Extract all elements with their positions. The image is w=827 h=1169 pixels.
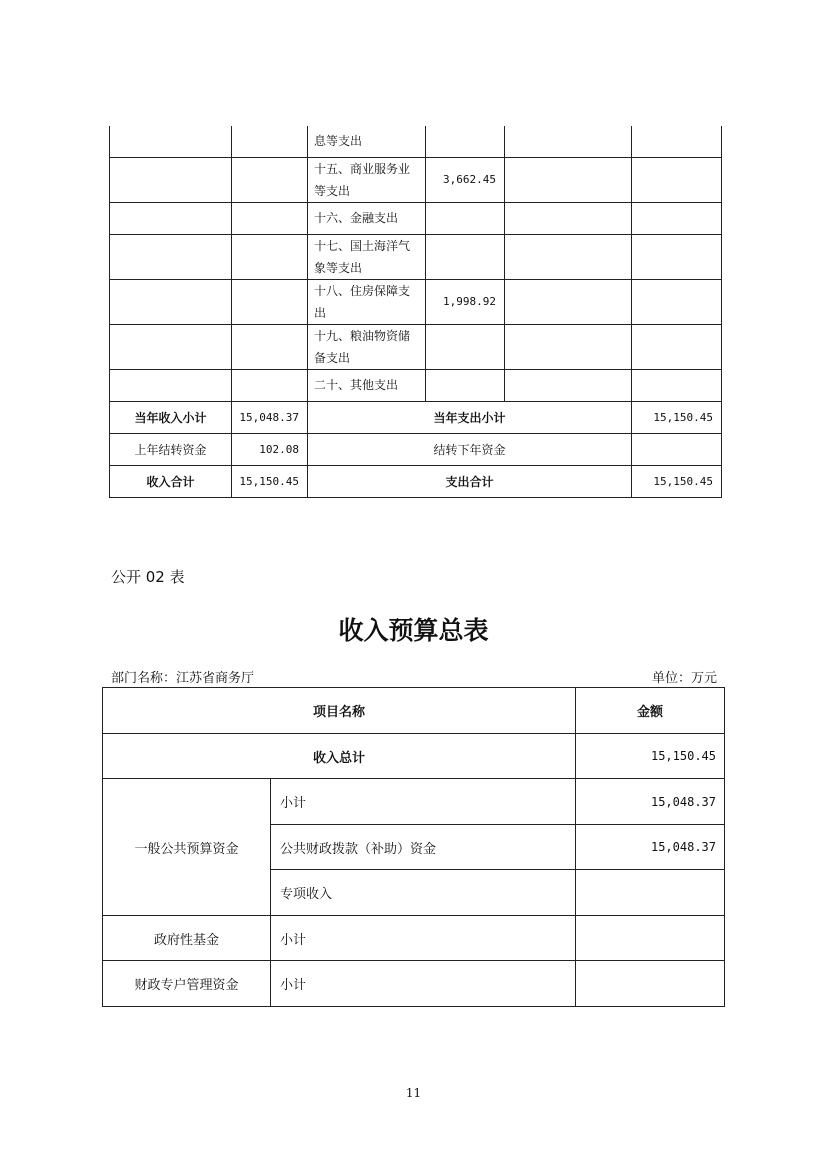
row-amount: 15,048.37 <box>576 825 725 870</box>
income-total-label: 收入合计 <box>110 465 232 497</box>
row-amount <box>576 916 725 961</box>
special-account-label: 财政专户管理资金 <box>103 961 271 1007</box>
header-item-name: 项目名称 <box>103 688 576 734</box>
carry-next-label: 结转下年资金 <box>308 433 632 465</box>
row-item-name: 小计 <box>271 779 576 825</box>
table-row <box>103 916 725 961</box>
table-row <box>103 734 725 779</box>
row-item-name: 公共财政拨款（补助）资金 <box>271 825 576 870</box>
page-number: 11 <box>405 1086 422 1100</box>
page-title: 收入预算总表 <box>338 616 489 645</box>
expense-item-amount: 1,998.92 <box>426 279 505 324</box>
table-code: 公开 02 表 <box>111 568 185 586</box>
expense-item-label: 息等支出 <box>308 126 426 157</box>
table-row <box>110 324 722 369</box>
expense-subtotal-label: 当年支出小计 <box>308 401 632 433</box>
expense-item-label: 二十、其他支出 <box>308 369 426 401</box>
row-item-name: 小计 <box>271 961 576 1007</box>
carryover-label: 上年结转资金 <box>110 433 232 465</box>
table-row <box>110 157 722 202</box>
table-row <box>110 279 722 324</box>
expense-continuation-table <box>109 126 722 498</box>
expense-item-label: 十八、住房保障支出 <box>308 279 426 324</box>
row-amount: 15,048.37 <box>576 779 725 825</box>
expense-item-amount <box>426 324 505 369</box>
unit-label: 单位：万元 <box>651 671 717 686</box>
row-amount <box>576 961 725 1007</box>
expense-subtotal-value: 15,150.45 <box>632 401 722 433</box>
expense-item-amount <box>426 126 505 157</box>
income-subtotal-value: 15,048.37 <box>232 401 308 433</box>
expense-item-amount: 3,662.45 <box>426 157 505 202</box>
expense-item-amount <box>426 234 505 279</box>
row-item-name: 小计 <box>271 916 576 961</box>
income-total-label: 收入总计 <box>103 734 576 779</box>
table-row <box>110 433 722 465</box>
header-amount: 金额 <box>576 688 725 734</box>
expense-item-label: 十六、金融支出 <box>308 202 426 234</box>
income-total-value: 15,150.45 <box>576 734 725 779</box>
expense-item-amount <box>426 202 505 234</box>
table-row <box>110 369 722 401</box>
table-row <box>110 202 722 234</box>
expense-item-label: 十七、国土海洋气象等支出 <box>308 234 426 279</box>
table-row <box>110 465 722 497</box>
table-header-row <box>103 688 725 734</box>
expense-total-value: 15,150.45 <box>632 465 722 497</box>
table-row <box>110 234 722 279</box>
table-row <box>110 401 722 433</box>
income-total-value: 15,150.45 <box>232 465 308 497</box>
government-fund-label: 政府性基金 <box>103 916 271 961</box>
expense-item-label: 十五、商业服务业等支出 <box>308 157 426 202</box>
table-row <box>103 779 725 825</box>
table-row <box>110 126 722 157</box>
general-budget-label: 一般公共预算资金 <box>103 779 271 916</box>
income-subtotal-label: 当年收入小计 <box>110 401 232 433</box>
expense-total-label: 支出合计 <box>308 465 632 497</box>
row-item-name: 专项收入 <box>271 870 576 916</box>
carryover-value: 102.08 <box>232 433 308 465</box>
expense-item-amount <box>426 369 505 401</box>
row-amount <box>576 870 725 916</box>
carry-next-value <box>632 433 722 465</box>
department-label: 部门名称：江苏省商务厅 <box>111 671 255 686</box>
expense-item-label: 十九、粮油物资储备支出 <box>308 324 426 369</box>
income-budget-table <box>102 687 725 1007</box>
table-row <box>103 961 725 1007</box>
